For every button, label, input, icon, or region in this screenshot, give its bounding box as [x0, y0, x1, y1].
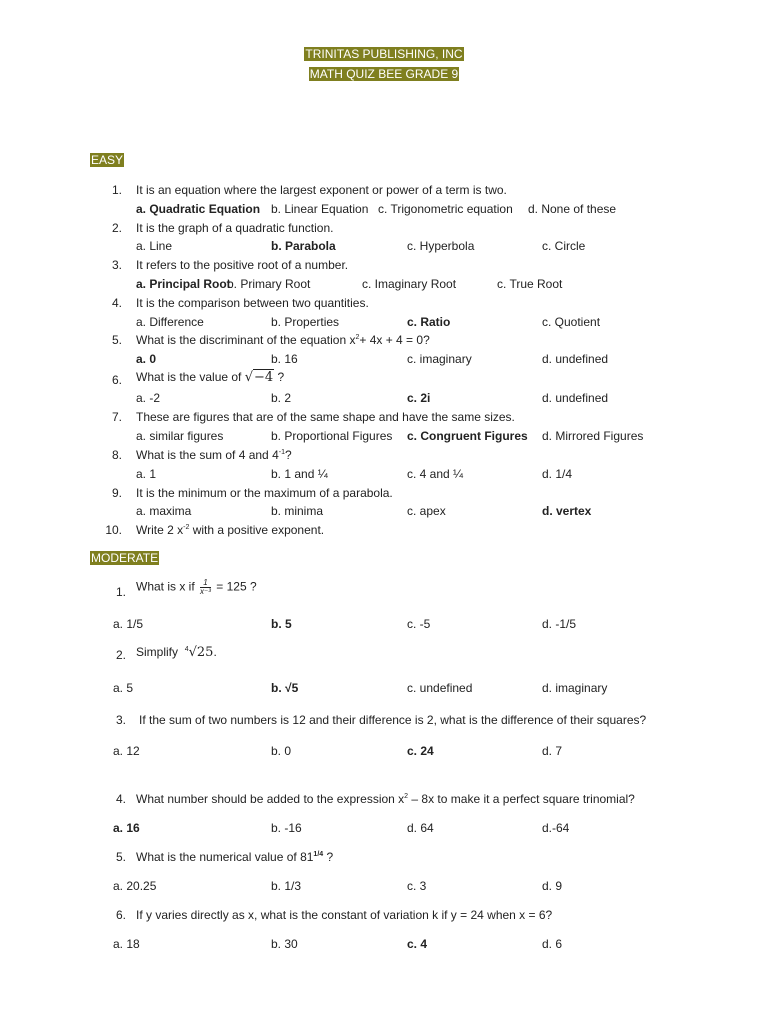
question-text: It is the comparison between two quantities. — [136, 296, 369, 310]
choice-b: b. 30 — [271, 937, 298, 951]
choice-c: c. apex — [407, 504, 446, 518]
question-text: It is the minimum or the maximum of a parabola. — [136, 486, 393, 500]
choice-c: c. Hyperbola — [407, 239, 475, 253]
publisher-title: TRINITAS PUBLISHING, INC — [305, 47, 463, 61]
choice-a: a. 12 — [113, 744, 140, 758]
choice-d: c. Quotient — [542, 315, 601, 329]
choice-c: c. Imaginary Root — [362, 277, 457, 291]
choice-a: a. 5 — [113, 681, 134, 695]
choice-c: c. Ratio — [407, 315, 451, 329]
choice-c: c. undefined — [407, 681, 473, 695]
choice-b: b. Proportional Figures — [271, 429, 393, 443]
choice-c: c. Congruent Figures — [407, 429, 528, 443]
question-text: It is the graph of a quadratic function. — [136, 221, 334, 235]
choice-b: b. Linear Equation — [271, 202, 369, 216]
choice-a: a. Line — [136, 239, 173, 253]
radical-symbol: √ — [188, 645, 197, 660]
choice-c: c. 4 — [407, 937, 428, 951]
question-text: Simplify $^4$√25. — [136, 645, 217, 660]
choice-d: d. Mirrored Figures — [542, 429, 644, 443]
choice-b: b. √5 — [271, 681, 299, 695]
choice-c: c. 24 — [407, 744, 434, 758]
choice-c: c. 2i — [407, 391, 431, 405]
choice-b: b. Primary Root — [227, 277, 311, 291]
choice-b: b. minima — [271, 504, 324, 518]
choice-a: a. Difference — [136, 315, 204, 329]
sqrt-symbol: √ — [244, 370, 254, 385]
choice-d: d. -1/5 — [542, 617, 577, 631]
question-text: If y varies directly as x, what is the constant of variation k if y = 24 when x = 6? — [136, 908, 553, 922]
choice-d: c. Circle — [542, 239, 586, 253]
choice-c: c. 4 and ¼ — [407, 467, 464, 481]
choice-b: b. Properties — [271, 315, 340, 329]
choice-d: d. None of these — [528, 202, 617, 216]
choice-a: a. Quadratic Equation — [136, 202, 261, 216]
choice-b: b. 5 — [271, 617, 292, 631]
choice-b: b. 1/3 — [271, 879, 302, 893]
choice-a: a. 16 — [113, 821, 140, 835]
question-text: It refers to the positive root of a number. — [136, 258, 349, 272]
radicand: −4 — [254, 370, 274, 385]
question-text: What is the numerical value of $81^{1/4}$ ? — [136, 850, 334, 864]
question-text: These are figures that are of the same shape and have the same sizes. — [136, 410, 515, 424]
choice-a: a. Principal Root — [136, 277, 231, 291]
choice-c: c. -5 — [407, 617, 431, 631]
choice-c: c. Trigonometric equation — [378, 202, 513, 216]
question-text: What is the discriminant of the equation $x^2+ 4x + 4 = 0$? — [136, 333, 430, 347]
choice-d: d. 6 — [542, 937, 563, 951]
choice-d: d. 7 — [542, 744, 563, 758]
choice-d: d. imaginary — [542, 681, 608, 695]
choice-a: a. 20.25 — [113, 879, 157, 893]
choice-b: b. 16 — [271, 352, 298, 366]
choice-b: b. 2 — [271, 391, 292, 405]
choice-d: d. 9 — [542, 879, 563, 893]
choice-c: c. imaginary — [407, 352, 472, 366]
radicand: 25 — [196, 645, 214, 660]
choice-c: d. 64 — [407, 821, 434, 835]
choice-a: a. maxima — [136, 504, 192, 518]
choice-a: a. similar figures — [136, 429, 224, 443]
choice-a: a. 1/5 — [113, 617, 144, 631]
choice-c: c. 3 — [407, 879, 427, 893]
question-text: Write 2 $x^{-2}$ with a positive exponent. — [136, 523, 325, 537]
fraction: $\frac{1}{\text{x⁻³}}$ — [200, 578, 211, 596]
question-text: If the sum of two numbers is 12 and their difference is 2, what is the difference of their squares? — [139, 713, 647, 727]
choice-b: b. -16 — [271, 821, 302, 835]
choice-d: d. vertex — [542, 504, 592, 518]
question-text: What is the sum of 4 and $4^{-1}$? — [136, 448, 292, 462]
quiz-title: MATH QUIZ BEE GRADE 9 — [309, 67, 459, 81]
question-text: It is an equation where the largest exponent or power of a term is two. — [136, 183, 507, 197]
choice-a: a. 0 — [136, 352, 157, 366]
choice-d: c. True Root — [497, 277, 563, 291]
choice-a: a. 18 — [113, 937, 140, 951]
section-moderate-heading: MODERATE — [91, 551, 159, 565]
section-easy-heading: EASY — [91, 153, 124, 167]
choice-d: d. undefined — [542, 391, 609, 405]
choice-a: a. 1 — [136, 467, 157, 481]
question-text: What is the value of √−4 ? — [136, 370, 285, 385]
question-text: What number should be added to the expression $x^2 - 8x$ to make it a perfect square trinomial? — [136, 792, 635, 806]
root-index: 4 — [184, 646, 189, 653]
question-text: What is x if $\frac{1}{\text{x⁻³}}$ = 125 ? — [136, 578, 257, 596]
choice-a: a. -2 — [136, 391, 161, 405]
choice-b: b. Parabola — [271, 239, 336, 253]
choice-b: b. 1 and ¼ — [271, 467, 328, 481]
choice-d: d.-64 — [542, 821, 570, 835]
choice-d: d. 1/4 — [542, 467, 573, 481]
choice-d: d. undefined — [542, 352, 609, 366]
choice-b: b. 0 — [271, 744, 292, 758]
